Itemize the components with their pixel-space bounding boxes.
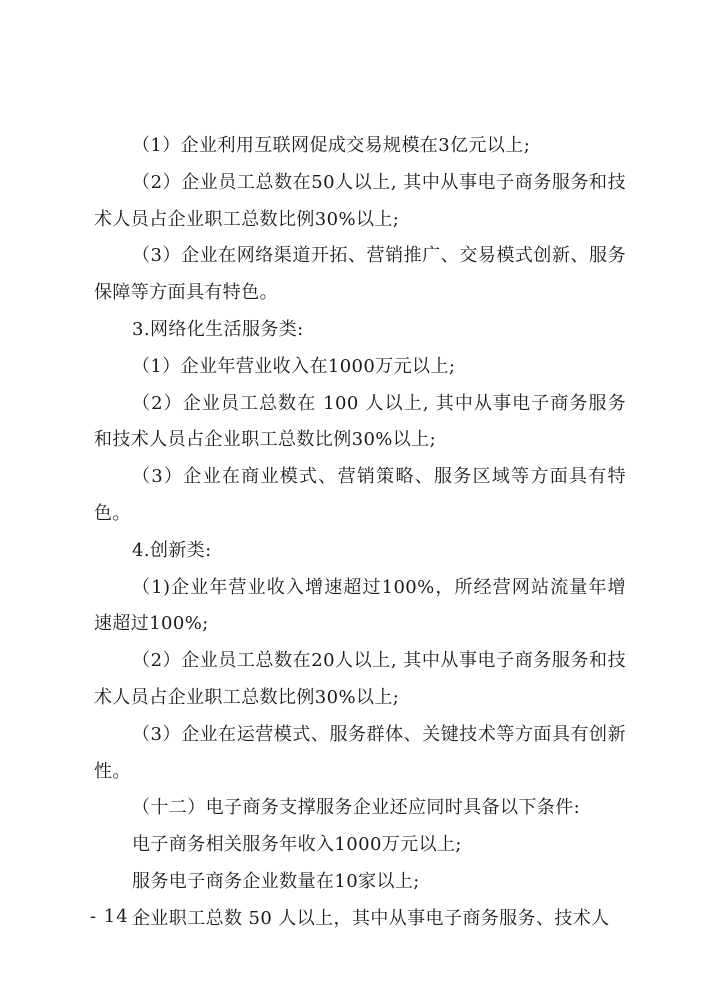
paragraph: （2）企业员工总数在20人以上, 其中从事电子商务服务和技术人员占企业职工总数比例30%以上;: [94, 650, 626, 708]
paragraph: （1）企业年营业收入在1000万元以上;: [132, 355, 456, 377]
paragraph: 电子商务相关服务年收入1000万元以上;: [132, 834, 462, 856]
page-number: - 14 -: [90, 906, 143, 927]
paragraph: 企业职工总数 50 人以上，其中从事电子商务服务、技术人: [132, 907, 610, 929]
paragraph: （3）企业在网络渠道开拓、营销推广、交易模式创新、服务保障等方面具有特色。: [94, 245, 626, 304]
document-body: [94, 128, 626, 938]
paragraph: （1）企业利用互联网促成交易规模在3亿元以上;: [132, 135, 531, 156]
paragraph: （2）企业员工总数在50人以上, 其中从事电子商务服务和技术人员占企业职工总数比例30%以上;: [94, 171, 626, 230]
paragraph: （3）企业在商业模式、营销策略、服务区域等方面具有特色。: [94, 466, 626, 524]
section-heading: 3.网络化生活服务类:: [132, 318, 304, 340]
paragraph: 服务电子商务企业数量在10家以上;: [132, 870, 420, 892]
section-heading: （十二）电子商务支撑服务企业还应同时具备以下条件:: [132, 797, 581, 819]
paragraph: （1)企业年营业收入增速超过100%，所经营网站流量年增速超过100%;: [94, 576, 626, 635]
section-heading: 4.创新类:: [132, 539, 212, 561]
paragraph: （3）企业在运营模式、服务群体、关键技术等方面具有创新性。: [94, 723, 626, 782]
paragraph: （2）企业员工总数在 100 人以上, 其中从事电子商务服务和技术人员占企业职工总数比例30%以上;: [94, 392, 626, 451]
